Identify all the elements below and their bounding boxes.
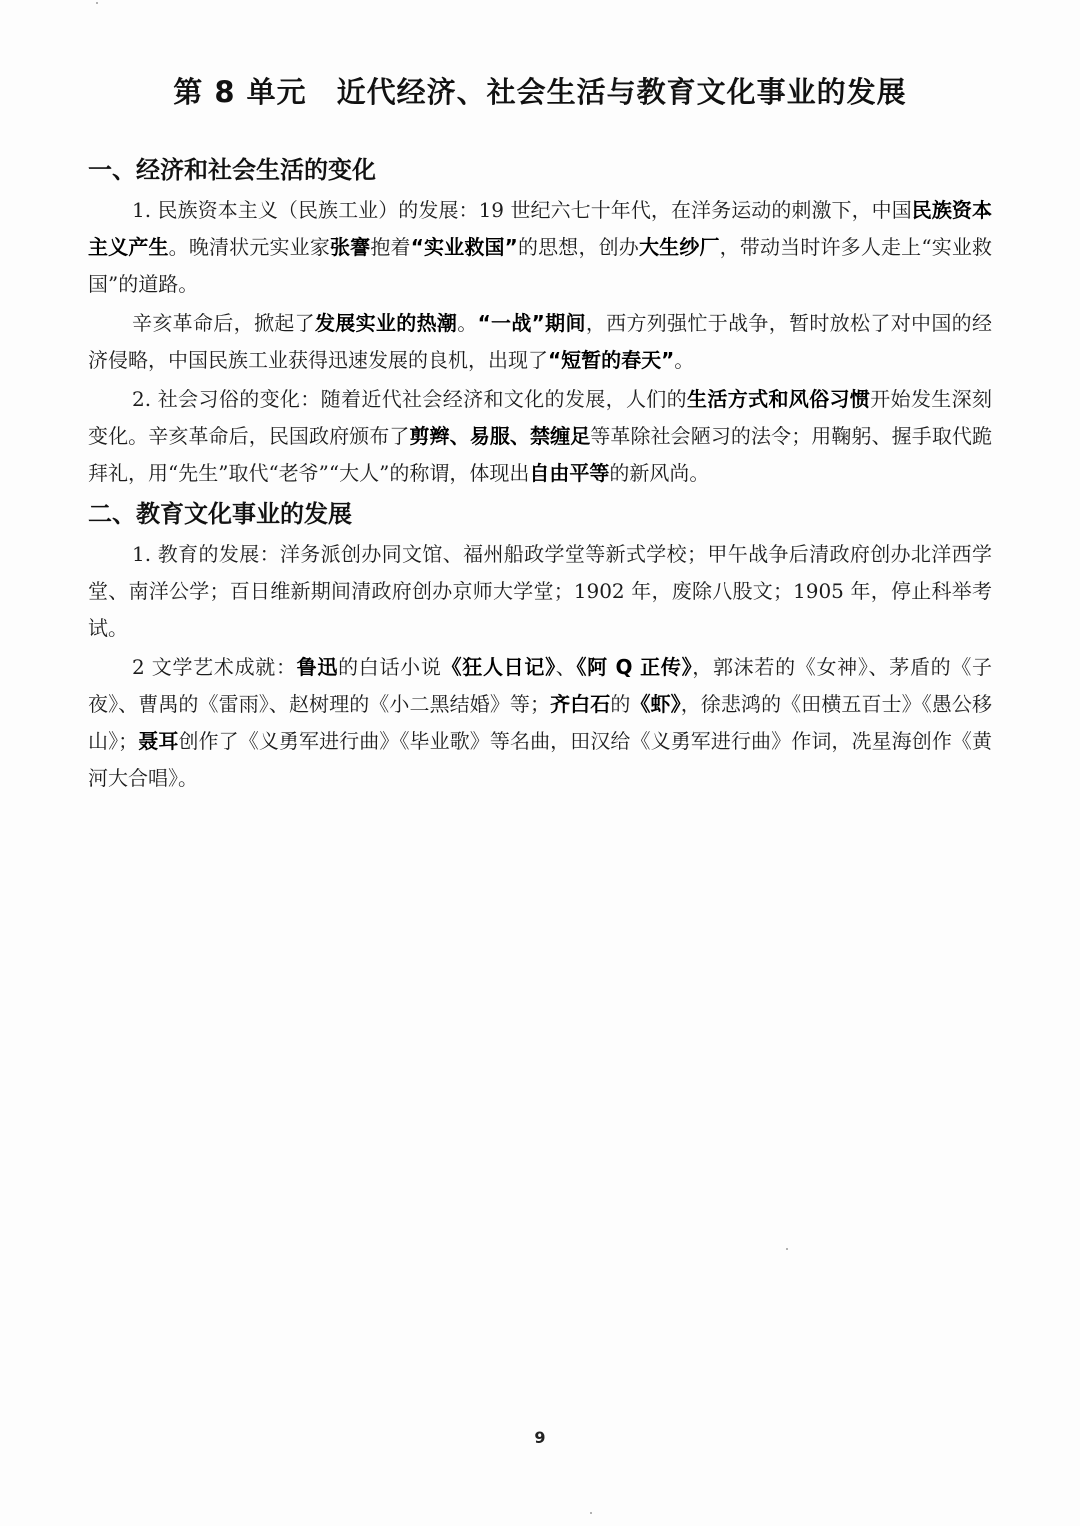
scan-speck [96,2,98,4]
text-run: 2 文学艺术成就： [132,655,297,679]
text-run: ，带动当时许多人走上“实业救国”的道路。 [88,235,993,296]
text-run: 2. 社会习俗的变化：随着近代社会经济和文化的发展，人们的 [132,387,688,411]
bold-text: 自由平等 [529,461,610,485]
page-number: 9 [534,1428,546,1447]
text-run: 创作了《义勇军进行曲》《毕业歌》等名曲，田汉给《义勇军进行曲》作词，冼星海创作《黄河大合唱》。 [88,729,993,790]
scan-speck [786,1248,788,1250]
bold-text: 齐白石 [550,692,611,716]
bold-text: 《虾》 [630,692,681,716]
bold-text: “实业救国” [410,235,518,259]
bold-text: “短暂的春天” [548,348,675,372]
bold-text: “一战”期间 [477,311,586,335]
text-run: 。晚清状元实业家 [168,235,330,259]
text-run: 的白话小说 [338,655,442,679]
bold-text: 聂耳 [138,729,179,753]
text-run: 的思想，创办 [517,235,639,259]
text-run: ，西方列强忙于战争，暂时放松了对中国的经济侵略，中国民族工业获得迅速发展的良机，出现了 [88,311,993,372]
bold-text: 剪辫、易服、禁缠足 [409,424,591,448]
bold-text: 生活方式和风俗习惯 [687,387,871,411]
section-heading: 二、教育文化事业的发展 [88,500,352,528]
text-run: 抱着 [370,235,411,259]
bold-text: 鲁迅 [296,655,339,679]
document-body [88,150,992,799]
text-run: 、 [555,655,577,679]
paragraph [88,192,992,303]
bold-text: 发展实业的热潮 [314,311,458,335]
bold-text: 《狂人日记》 [441,655,556,679]
paragraph [88,536,992,647]
text-run: 。 [457,311,478,335]
bold-text: 张謇 [330,235,371,259]
bold-text: 大生纱厂 [638,235,720,259]
bold-text: 民族资本主义产生 [88,198,992,259]
title-text: 近代经济、社会生活与教育文化事业的发展 [336,75,907,109]
paragraph [88,649,992,797]
page-title [0,70,1080,111]
text-run: 的 [610,692,631,716]
scan-speck [590,1512,592,1514]
text-run: 的新风尚。 [609,461,710,485]
paragraph [88,305,992,379]
text-run: 辛亥革命后，掀起了 [132,311,315,335]
text-run: 等革除社会陋习的法令；用鞠躬、握手取代跪拜礼，用“先生”取代“老爷”“大人”的称谓，体现出 [88,424,993,485]
text-run: 1. 教育的发展：洋务派创办同文馆、福州船政学堂等新式学校；甲午战争后清政府创办北洋西学堂、南洋公学；百日维新期间清政府创办京师大学堂；1902 年，废除八股文；1905 年，停止科举考试。 [88,542,992,640]
text-run: 1. 民族资本主义（民族工业）的发展：19 世纪六七十年代，在洋务运动的刺激下，中国 [132,198,912,222]
text-run: ，徐悲鸿的《田横五百士》《愚公移山》； [88,692,993,753]
text-run: 。 [674,348,695,372]
text-run: ，郭沫若的《女神》、茅盾的《子夜》、曹禺的《雷雨》、赵树理的《小二黑结婚》等； [88,655,993,716]
text-run: 开始发生深刻变化。辛亥革命后，民国政府颁布了 [88,387,993,448]
unit-label: 第 8 单元 [173,75,307,109]
section-heading: 一、经济和社会生活的变化 [88,156,376,184]
bold-text: 《阿 Q 正传》 [576,655,693,679]
paragraph [88,381,992,492]
